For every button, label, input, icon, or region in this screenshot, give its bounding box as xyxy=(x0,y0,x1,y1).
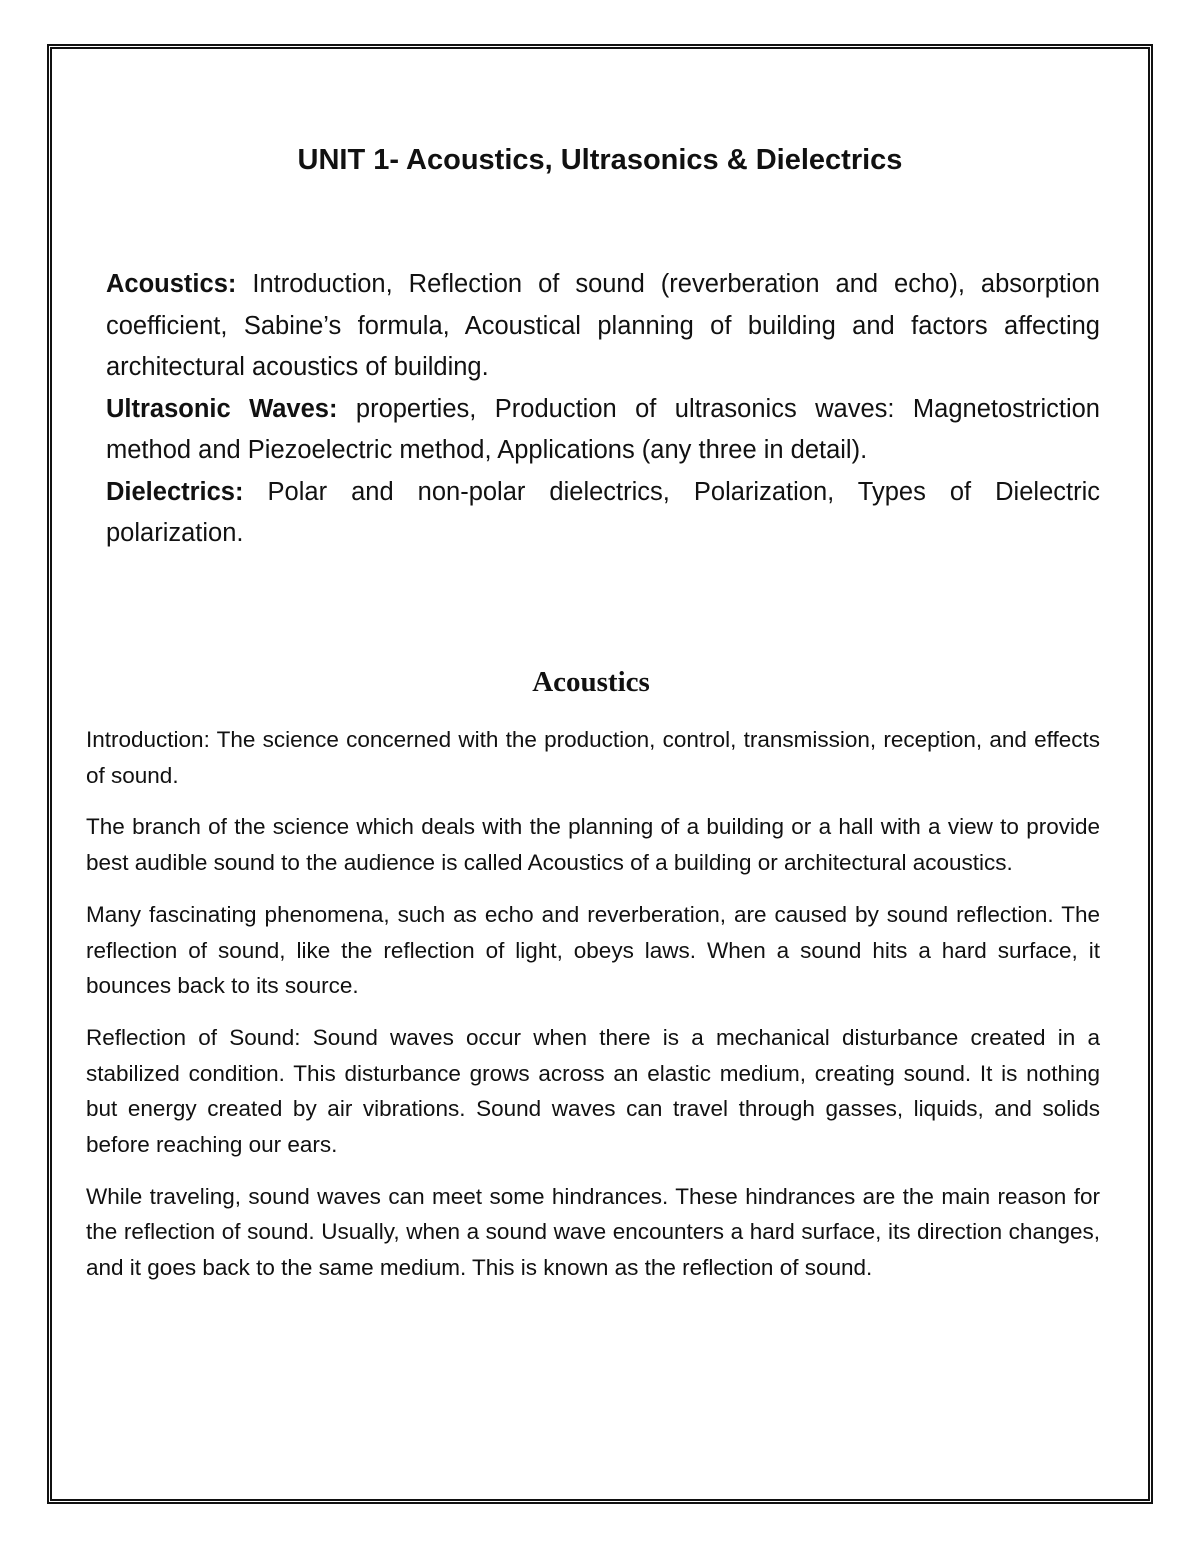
syllabus-label: Acoustics: xyxy=(106,270,237,298)
syllabus-text: Polar and non-polar dielectrics, Polarization, Types of Dielectric polarization. xyxy=(106,477,1100,547)
syllabus-label: Ultrasonic Waves: xyxy=(106,394,338,423)
paragraph-phenomena: Many fascinating phenomena, such as echo and reverberation, are caused by sound reflection. The reflection of sound, like the reflection of light, obeys laws. When a sound hits a hard surface, it bounces back to its source. xyxy=(86,901,1100,999)
paragraph-introduction: Introduction: The science concerned with the production, control, transmission, reception, and effects of sound. xyxy=(86,727,1100,788)
syllabus-text: Introduction, Reflection of sound (reverberation and echo), absorption coefficient, Sabine’s formula, Acoustical planning of building and factors affecting architectural acoustics of building. xyxy=(106,270,1100,381)
section-heading: Acoustics xyxy=(532,666,650,698)
paragraph-hindrances: While traveling, sound waves can meet some hindrances. These hindrances are the main reason for the reflection of sound. Usually, when a sound wave encounters a hard surface, its direction changes, and it goes back to the same medium. This is known as the reflection of sound. xyxy=(86,1183,1100,1281)
syllabus-label: Dielectrics: xyxy=(106,477,244,506)
paragraph-architectural-acoustics: The branch of the science which deals with the planning of a building or a hall with a view to provide best audible sound to the audience is called Acoustics of a building or architectural acoustics. xyxy=(86,814,1100,876)
syllabus-item-dielectrics xyxy=(106,472,1100,555)
syllabus-item-ultrasonic-waves xyxy=(106,389,1100,472)
syllabus-block xyxy=(106,264,1100,555)
syllabus-item-acoustics xyxy=(106,264,1100,389)
unit-title: UNIT 1- Acoustics, Ultrasonics & Dielectrics xyxy=(297,144,903,176)
syllabus-text: properties, Production of ultrasonics waves: Magnetostriction method and Piezoelectric method, Applications (any three in detail). xyxy=(106,394,1100,464)
paragraph-reflection-of-sound: Reflection of Sound: Sound waves occur when there is a mechanical disturbance created in a stabilized condition. This disturbance grows across an elastic medium, creating sound. It is nothing but energy created by air vibrations. Sound waves can travel through gasses, liquids, and solids before reaching our ears. xyxy=(86,1024,1100,1158)
body-text xyxy=(86,722,1100,1302)
